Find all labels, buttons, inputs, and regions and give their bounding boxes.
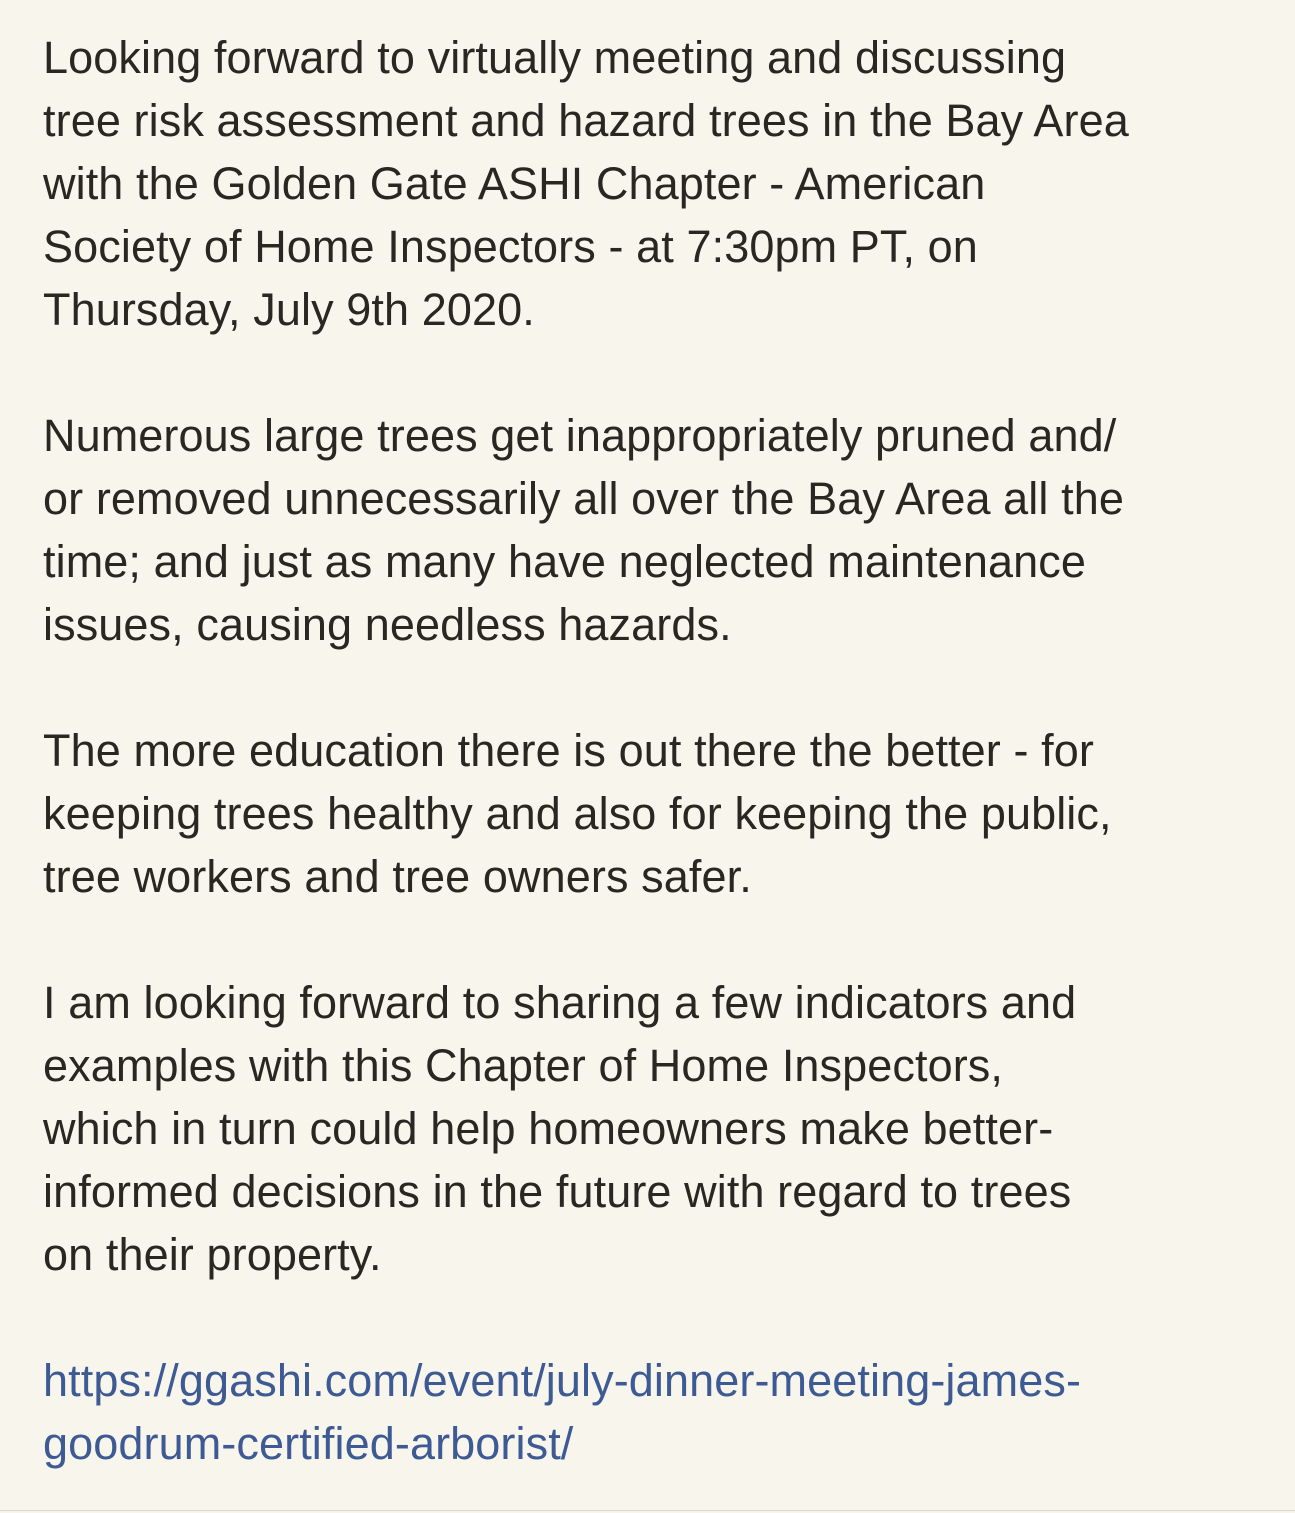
- text-line: tree risk assessment and hazard trees in the Bay Area: [43, 95, 1129, 146]
- text-line: informed decisions in the future with regard to trees: [43, 1166, 1072, 1217]
- text-line: or removed unnecessarily all over the Bay Area all the: [43, 473, 1124, 524]
- event-link-line[interactable]: goodrum-certified-arborist/: [43, 1418, 574, 1469]
- text-line: examples with this Chapter of Home Inspectors,: [43, 1040, 1004, 1091]
- text-line: Society of Home Inspectors - at 7:30pm PT, on: [43, 221, 978, 272]
- text-line: with the Golden Gate ASHI Chapter - American: [43, 158, 986, 209]
- text-line: Looking forward to virtually meeting and discussing: [43, 32, 1067, 83]
- text-line: Numerous large trees get inappropriately pruned and/: [43, 410, 1117, 461]
- text-line: Thursday, July 9th 2020.: [43, 284, 535, 335]
- text-line: issues, causing needless hazards.: [43, 599, 732, 650]
- text-line: keeping trees healthy and also for keeping the public,: [43, 788, 1112, 839]
- event-link-line[interactable]: https://ggashi.com/event/july-dinner-meeting-james-: [43, 1355, 1082, 1406]
- text-line: tree workers and tree owners safer.: [43, 851, 752, 902]
- text-line: on their property.: [43, 1229, 382, 1280]
- text-line: which in turn could help homeowners make better-: [43, 1103, 1054, 1154]
- text-line: The more education there is out there the better - for: [43, 725, 1094, 776]
- divider: [0, 1510, 1295, 1511]
- text-line: time; and just as many have neglected maintenance: [43, 536, 1087, 587]
- text-line: I am looking forward to sharing a few indicators and: [43, 977, 1077, 1028]
